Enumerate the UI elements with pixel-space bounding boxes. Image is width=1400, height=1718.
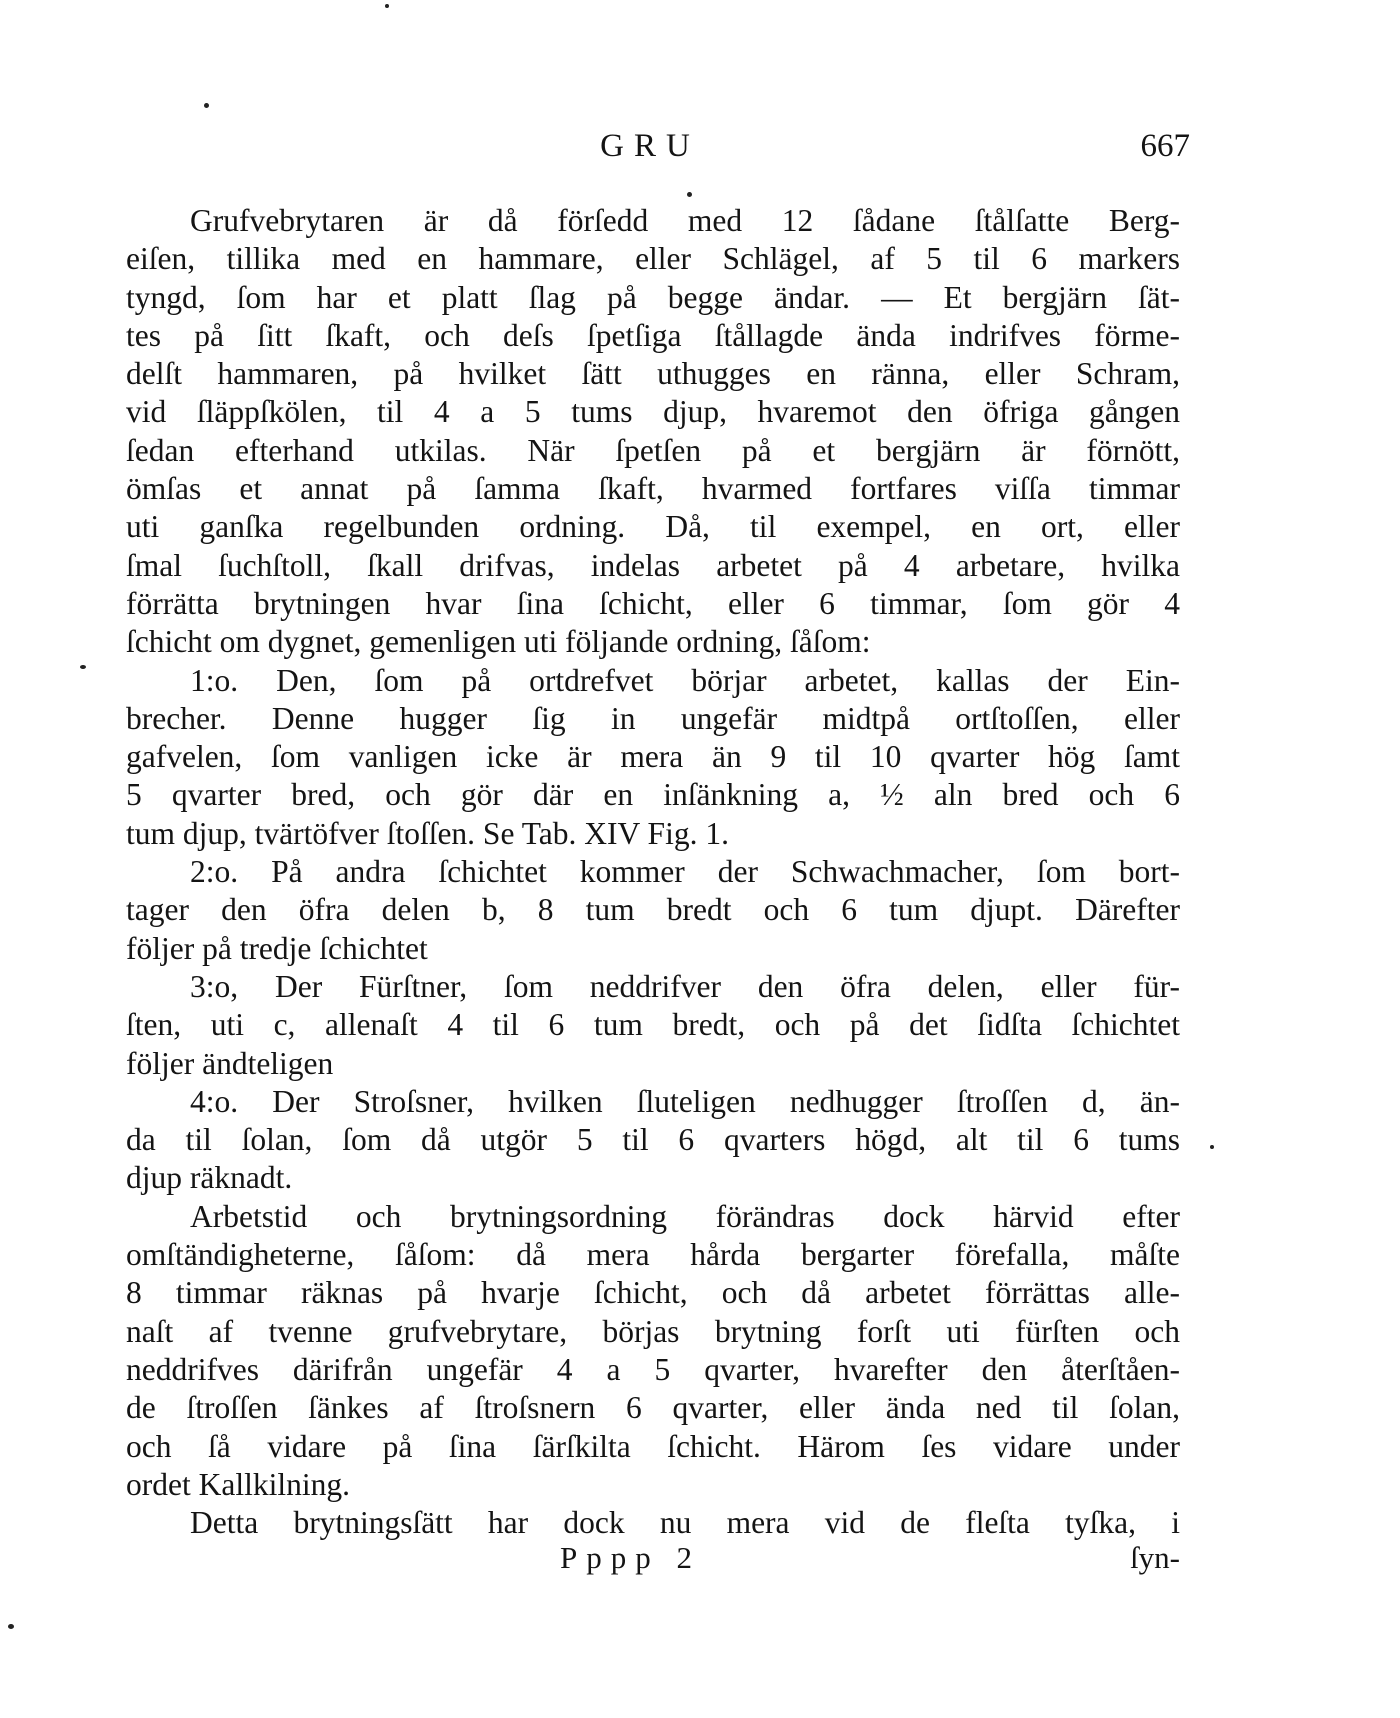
text-line: vid ſläppſkölen, til 4 a 5 tums djup, hvaremot den öfriga gången <box>126 394 1180 430</box>
page-number: 667 <box>1140 128 1190 164</box>
text-line: 4:o. Der Stroſsner, hvilken ſluteligen nedhugger ſtroſſen d, än- <box>190 1083 1180 1119</box>
text-line: 3:o, Der Fürſtner, ſom neddrifver den öfra delen, eller für- <box>190 968 1180 1004</box>
text-line: ömſas et annat på ſamma ſkaft, hvarmed fortfares viſſa timmar <box>126 471 1180 507</box>
print-speck <box>385 4 389 8</box>
running-title: GRU <box>600 128 700 164</box>
text-line: da til ſolan, ſom då utgör 5 til 6 qvarters högd, alt til 6 tums <box>126 1122 1180 1158</box>
text-line: naſt af tvenne grufvebrytare, börjas brytning forſt uti fürſten och <box>126 1313 1180 1349</box>
text-line: djup räknadt. <box>126 1160 293 1196</box>
text-line: de ſtroſſen ſänkes af ſtroſsnern 6 qvarter, eller ända ned til ſolan, <box>126 1390 1180 1426</box>
print-speck <box>204 103 209 108</box>
text-line: ordet Kallkilning. <box>126 1466 350 1502</box>
text-line: ſedan efterhand utkilas. När ſpetſen på et bergjärn är förnött, <box>126 432 1180 468</box>
text-line: förrätta brytningen hvar ſina ſchicht, eller 6 timmar, ſom gör 4 <box>126 585 1180 621</box>
text-line: Detta brytningsſätt har dock nu mera vid de fleſta tyſka, i <box>190 1505 1180 1541</box>
text-line: ſten, uti c, allenaſt 4 til 6 tum bredt, och på det ſidſta ſchichtet <box>126 1007 1180 1043</box>
text-line: följer ändteligen <box>126 1045 334 1081</box>
signature-mark: Pppp 2 <box>560 1540 701 1575</box>
text-body <box>126 202 1180 1542</box>
catchword: ſyn- <box>1130 1540 1180 1575</box>
text-line: 5 qvarter bred, och gör där en inſänkning a, ½ aln bred och 6 <box>126 777 1180 813</box>
text-line: följer på tredje ſchichtet <box>126 930 428 966</box>
text-line: tyngd, ſom har et platt ſlag på begge ändar. — Et bergjärn ſät- <box>126 279 1180 315</box>
print-speck <box>687 192 692 197</box>
text-line: neddrifves därifrån ungefär 4 a 5 qvarter, hvarefter den återſtåen- <box>126 1351 1180 1387</box>
print-speck <box>1210 1145 1214 1149</box>
text-line: tes på ſitt ſkaft, och deſs ſpetſiga ſtållagde ända indrifves förme- <box>126 317 1180 353</box>
print-speck <box>8 1624 14 1629</box>
text-line: omſtändigheterne, ſåſom: då mera hårda bergarter förefalla, måſte <box>126 1237 1180 1273</box>
text-line: uti ganſka regelbunden ordning. Då, til exempel, en ort, eller <box>126 509 1180 545</box>
page-footer <box>120 1540 1180 1580</box>
text-line: Arbetstid och brytningsordning förändras dock härvid efter <box>190 1198 1180 1234</box>
text-line: delſt hammaren, på hvilket ſätt uthugges en ränna, eller Schram, <box>126 356 1180 392</box>
text-line: tum djup, tvärtöfver ſtoſſen. Se Tab. XIV Fig. 1. <box>126 815 729 851</box>
text-line: gafvelen, ſom vanligen icke är mera än 9 til 10 qvarter hög ſamt <box>126 739 1180 775</box>
text-line: och ſå vidare på ſina ſärſkilta ſchicht. Härom ſes vidare under <box>126 1428 1180 1464</box>
running-header <box>120 128 1190 178</box>
text-line: eiſen, tillika med en hammare, eller Schlägel, af 5 til 6 markers <box>126 241 1180 277</box>
text-line: tager den öfra delen b, 8 tum bredt och 6 tum djupt. Därefter <box>126 892 1180 928</box>
text-line: ſmal ſuchſtoll, ſkall drifvas, indelas arbetet på 4 arbetare, hvilka <box>126 547 1180 583</box>
text-line: 1:o. Den, ſom på ortdrefvet börjar arbetet, kallas der Ein- <box>190 662 1180 698</box>
text-line: ſchicht om dygnet, gemenligen uti följande ordning, ſåſom: <box>126 624 871 660</box>
text-line: brecher. Denne hugger ſig in ungefär midtpå ortſtoſſen, eller <box>126 700 1180 736</box>
text-line: 2:o. På andra ſchichtet kommer der Schwachmacher, ſom bort- <box>190 854 1180 890</box>
text-line: Grufvebrytaren är då förſedd med 12 ſådane ſtålſatte Berg- <box>190 203 1180 238</box>
print-speck <box>80 665 86 669</box>
text-line: 8 timmar räknas på hvarje ſchicht, och då arbetet förrättas alle- <box>126 1275 1180 1311</box>
